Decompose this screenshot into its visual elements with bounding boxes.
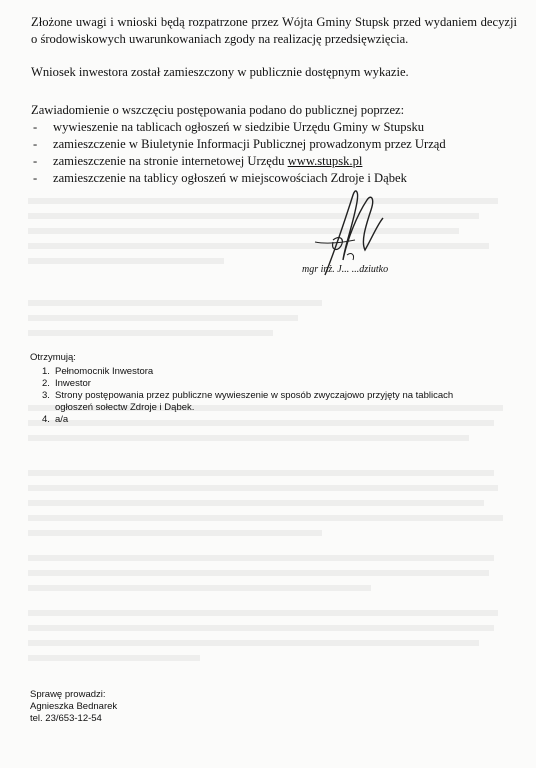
- recipient-item: [30, 366, 490, 378]
- recipient-item: [30, 414, 490, 426]
- recipient-number: 1.: [42, 366, 50, 377]
- recipient-text: Inwestor: [55, 378, 91, 389]
- recipients-title: Otrzymują:: [30, 352, 76, 363]
- recipient-text: Pełnomocnik Inwestora: [55, 366, 154, 377]
- notice-item-text: zamieszczenie w Biuletynie Informacji Publicznej prowadzonym przez Urząd: [53, 137, 446, 151]
- recipient-number: 2.: [42, 378, 50, 389]
- bleed-through-text: [28, 470, 518, 550]
- paragraph-public-register: Wniosek inwestora został zamieszczony w publicznie dostępnym wykazie.: [31, 65, 409, 79]
- contact-person: Agnieszka Bednarek: [30, 701, 118, 712]
- notice-heading: Zawiadomienie o wszczęciu postępowania podano do publicznej poprzez:: [31, 103, 405, 117]
- paragraph-comments-decision: Złożone uwagi i wnioski będą rozpatrzone przez Wójta Gminy Stupsk przed wydaniem decyzji o środowiskowych uwarunkowaniach zgody na realizację przedsięwzięcia.: [31, 15, 517, 46]
- bleed-through-text: [28, 198, 518, 278]
- notice-section: [31, 102, 446, 187]
- contact-phone: tel. 23/653-12-54: [30, 713, 102, 724]
- recipient-text: a/a: [55, 414, 69, 425]
- recipient-number: 3.: [42, 390, 50, 401]
- notice-item: [31, 136, 446, 153]
- recipient-text: Strony postępowania przez publiczne wywieszenie w sposób zwyczajowo przyjęty na tablicach ogłoszeń sołectw Zdroje i Dąbek.: [55, 390, 454, 413]
- website-link[interactable]: www.stupsk.pl: [287, 154, 363, 168]
- recipient-item: [30, 378, 490, 390]
- contact-section: [30, 689, 117, 725]
- notice-item: [31, 153, 446, 170]
- notice-item-text: wywieszenie na tablicach ogłoszeń w siedzibie Urzędu Gminy w Stupsku: [53, 120, 425, 134]
- contact-label: Sprawę prowadzi:: [30, 689, 106, 700]
- recipient-item: [30, 390, 490, 414]
- notice-item-text: zamieszczenie na stronie internetowej Urzędu: [53, 154, 288, 168]
- notice-list: [31, 119, 446, 187]
- signature-name: mgr inż. J... ...dziutko: [302, 264, 389, 275]
- recipient-number: 4.: [42, 414, 50, 425]
- notice-item-text: zamieszczenie na tablicy ogłoszeń w miejscowościach Zdroje i Dąbek: [53, 171, 407, 185]
- recipients-list: [30, 366, 490, 426]
- notice-item: [31, 119, 446, 136]
- bleed-through-text: [28, 555, 518, 605]
- bleed-through-text: [28, 610, 518, 670]
- recipients-section: [30, 352, 490, 426]
